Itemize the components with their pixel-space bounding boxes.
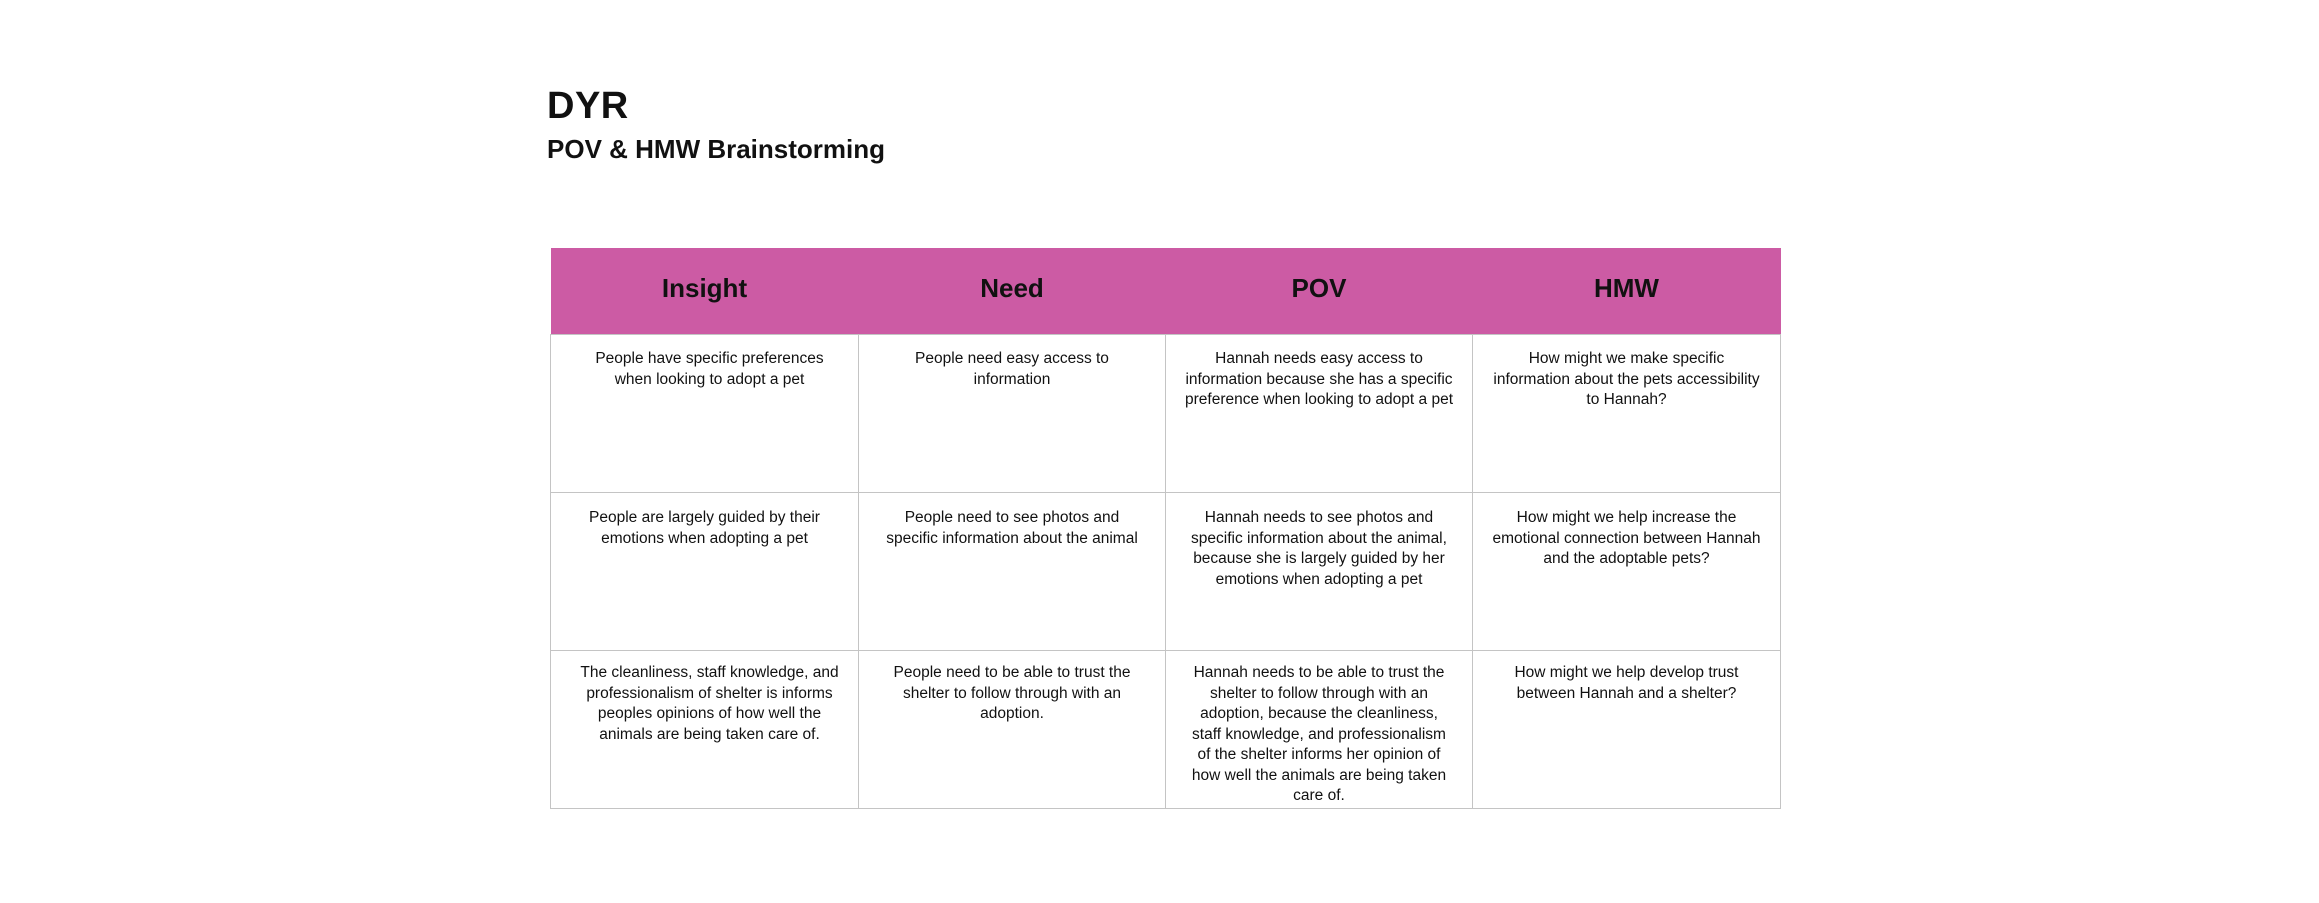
column-header-need: Need xyxy=(859,248,1166,335)
need-cell: People need to see photos and specific information about the animal xyxy=(859,493,1166,651)
hmw-cell: How might we help increase the emotional connection between Hannah and the adoptable pets? xyxy=(1473,493,1781,651)
table-header xyxy=(551,248,1781,335)
page-title: DYR xyxy=(547,85,629,127)
table-row xyxy=(551,493,1781,651)
hmw-cell: How might we make specific information about the pets accessibility to Hannah? xyxy=(1473,335,1781,493)
pov-hmw-table xyxy=(550,248,1781,809)
need-cell: People need easy access to information xyxy=(859,335,1166,493)
column-header-insight: Insight xyxy=(551,248,859,335)
insight-cell: People are largely guided by their emotions when adopting a pet xyxy=(551,493,859,651)
pov-cell: Hannah needs easy access to information because she has a specific preference when looking to adopt a pet xyxy=(1166,335,1473,493)
need-cell: People need to be able to trust the shelter to follow through with an adoption. xyxy=(859,651,1166,809)
pov-cell: Hannah needs to be able to trust the shelter to follow through with an adoption, because the cleanliness, staff knowledge, and professionalism of the shelter informs her opinion of how well the animals are being taken care of. xyxy=(1166,651,1473,809)
table-row xyxy=(551,651,1781,809)
header-row xyxy=(551,248,1781,335)
pov-cell: Hannah needs to see photos and specific information about the animal, because she is largely guided by her emotions when adopting a pet xyxy=(1166,493,1473,651)
table-row xyxy=(551,335,1781,493)
hmw-cell: How might we help develop trust between Hannah and a shelter? xyxy=(1473,651,1781,809)
insight-cell: People have specific preferences when looking to adopt a pet xyxy=(551,335,859,493)
insight-cell: The cleanliness, staff knowledge, and professionalism of shelter is informs peoples opinions of how well the animals are being taken care of. xyxy=(551,651,859,809)
page-subtitle: POV & HMW Brainstorming xyxy=(547,134,886,164)
table-body xyxy=(551,335,1781,809)
column-header-pov: POV xyxy=(1166,248,1473,335)
column-header-hmw: HMW xyxy=(1473,248,1781,335)
